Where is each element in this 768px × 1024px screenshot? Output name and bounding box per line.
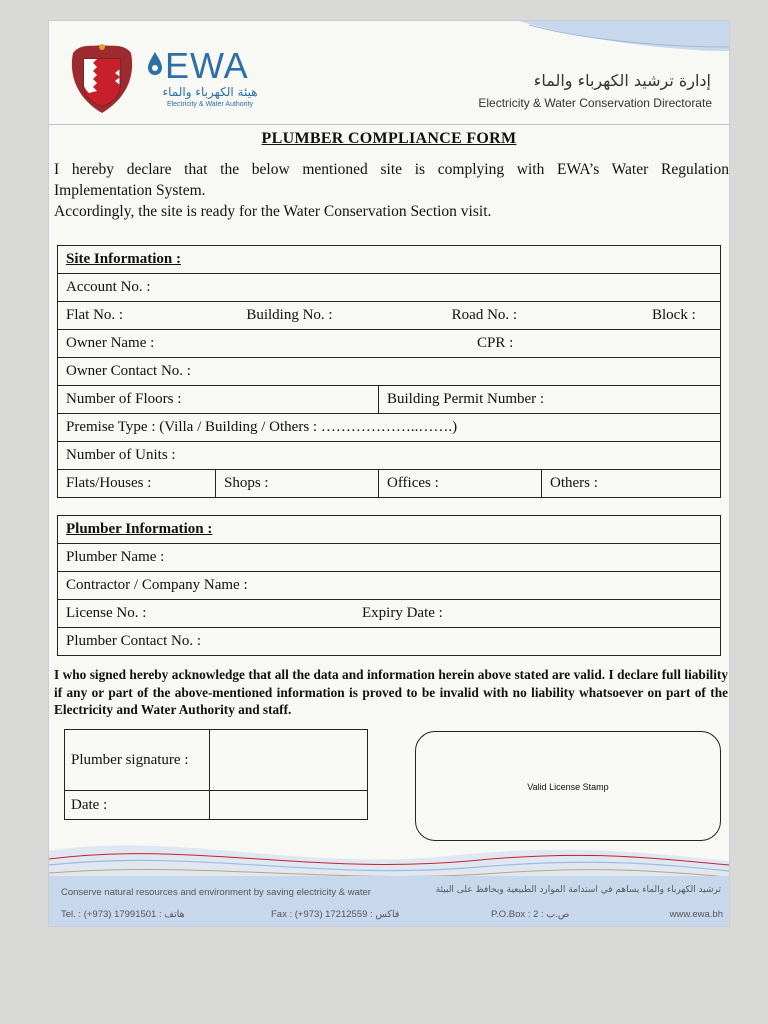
form-page (48, 20, 730, 927)
building-no-field[interactable]: Building No. : (246, 307, 333, 323)
plumber-information-heading: Plumber Information : (58, 516, 721, 544)
owner-name-field[interactable]: Owner Name : (66, 335, 155, 351)
others-field[interactable]: Others : (542, 470, 721, 498)
offices-field[interactable]: Offices : (379, 470, 542, 498)
flat-no-field[interactable]: Flat No. : (66, 307, 124, 323)
road-no-field[interactable]: Road No. : (451, 307, 518, 323)
form-title: PLUMBER COMPLIANCE FORM (261, 130, 517, 147)
owner-contact-field[interactable]: Owner Contact No. : (58, 358, 721, 386)
footer-slogan-english: Conserve natural resources and environment by saving electricity & water (61, 887, 371, 898)
premise-type-field[interactable]: Premise Type : (Villa / Building / Others : ………………..…….) (58, 414, 721, 442)
plumber-name-field[interactable]: Plumber Name : (58, 544, 721, 572)
plumber-signature-field[interactable] (210, 730, 368, 791)
declaration-line: Accordingly, the site is ready for the Water Conservation Section visit. (54, 203, 492, 220)
license-stamp-box[interactable] (415, 731, 721, 841)
number-of-units-field[interactable]: Number of Units : (58, 442, 721, 470)
declaration-line: I hereby declare that the below mentioned site is complying with EWA’s Water Regulation (54, 161, 729, 178)
license-row (58, 600, 721, 628)
ewa-logo-english: Electricity & Water Authority (166, 101, 254, 108)
directorate-arabic-name: إدارة ترشيد الكهرباء والماء (533, 71, 711, 90)
date-label: Date : (65, 791, 210, 820)
number-of-floors-field[interactable]: Number of Floors : (58, 386, 379, 414)
footer-po-box: P.O.Box : 2 : ص.ب (491, 909, 570, 920)
cpr-field[interactable]: CPR : (477, 335, 514, 351)
header-wave-decoration (519, 21, 729, 51)
building-permit-number-field[interactable]: Building Permit Number : (379, 386, 721, 414)
stamp-label: Valid License Stamp (527, 782, 609, 792)
ewa-logo (145, 47, 275, 113)
bahrain-crest-icon (69, 43, 135, 115)
site-information-heading: Site Information : (58, 246, 721, 274)
shops-field[interactable]: Shops : (216, 470, 379, 498)
site-information-table (57, 245, 721, 498)
plumber-information-table (57, 515, 721, 656)
company-name-field[interactable]: Contractor / Company Name : (58, 572, 721, 600)
declaration-line: Implementation System. (54, 182, 206, 199)
footer-fax: Fax : (+973) 17212559 : فاكس (271, 909, 400, 920)
header (49, 21, 729, 125)
footer (49, 876, 729, 926)
account-no-field[interactable]: Account No. : (58, 274, 721, 302)
address-row (58, 302, 721, 330)
plumber-contact-field[interactable]: Plumber Contact No. : (58, 628, 721, 656)
license-no-field[interactable]: License No. : (66, 605, 147, 621)
footer-telephone: Tel. : (+973) 17991501 : هاتف (61, 909, 185, 920)
block-field[interactable]: Block : (651, 307, 696, 323)
footer-slogan-arabic: ترشيد الكهرباء والماء يساهم في استدامة الموارد الطبيعية ويحافظ على البيئة (435, 885, 721, 895)
date-field[interactable] (210, 791, 368, 820)
water-drop-icon (147, 51, 163, 77)
acknowledgement-text: I who signed hereby acknowledge that all the data and information herein above stated are valid. I declare full liability if any or part of the above-mentioned information is proved to be invalid with no liability whatsoever on part of the Electricity and Water Authority and staff. (54, 667, 728, 717)
directorate-english-name: Electricity & Water Conservation Directorate (478, 96, 712, 110)
footer-website[interactable]: www.ewa.bh (669, 909, 723, 920)
expiry-date-field[interactable]: Expiry Date : (362, 605, 443, 621)
declaration-text (54, 159, 729, 222)
ewa-logo-text: EWA (165, 45, 249, 86)
flats-houses-field[interactable]: Flats/Houses : (58, 470, 216, 498)
signature-table (64, 729, 368, 820)
owner-row (58, 330, 721, 358)
plumber-signature-label: Plumber signature : (65, 730, 210, 791)
ewa-logo-arabic: هيئة الكهرباء والماء (162, 85, 258, 99)
